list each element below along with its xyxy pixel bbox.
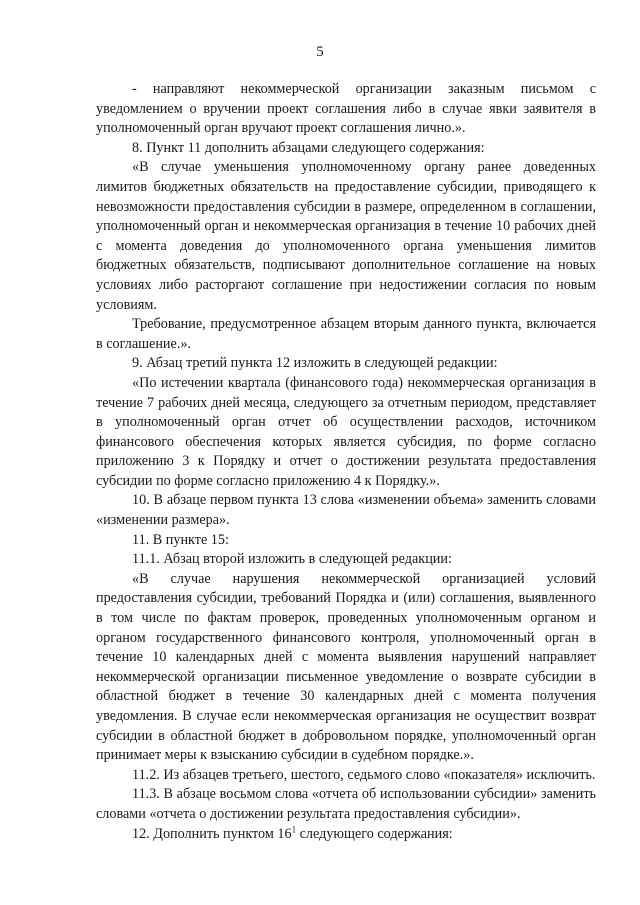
superscript-index: 1 bbox=[291, 823, 297, 834]
paragraph: 10. В абзаце первом пункта 13 слова «изменении объема» заменить словами «изменении размера». bbox=[96, 492, 596, 529]
paragraph: «По истечении квартала (финансового года) некоммерческая организация в течение 7 рабочих дней месяца, следующего за отчетным периодом, представляет в уполномоченный орган отчет об осуществлении расходов, источником финансового обеспечения которых является субсидия, по форме согласно приложению 3 к Порядку и отчет о достижении результата предоставления субсидии по форме согласно приложению 4 к Порядку.». bbox=[96, 374, 596, 489]
paragraph: 11.2. Из абзацев третьего, шестого, седьмого слово «показателя» исключить. bbox=[132, 766, 596, 783]
paragraph: «В случае уменьшения уполномоченному органу ранее доведенных лимитов бюджетных обязательств на предоставление субсидии, приводящего к невозможности предоставления субсидии в размере, определенном в соглашении, уполномоченный орган и некоммерческая организация в течение 10 рабочих дней с момента доведения до уполномоченного органа уменьшения лимитов бюджетных обязательств, подписывают дополнительное соглашение на новых условиях либо расторгают соглашение при недостижении согласия по новым условиям. bbox=[96, 159, 596, 313]
paragraph-text: следующего содержания: bbox=[296, 825, 453, 842]
paragraph: 11.1. Абзац второй изложить в следующей редакции: bbox=[132, 551, 452, 568]
paragraph: «В случае нарушения некоммерческой организацией условий предоставления субсидии, требований Порядка и (или) соглашения, выявленного в том числе по фактам проверок, проведенных уполномоченным органом и органом государственного финансового контроля, уполномоченный орган в течение 10 календарных дней с момента выявления нарушений направляет некоммерческой организации письменное уведомление о возврате субсидии в областной бюджет в течение 30 календарных дней с момента получения уведомления. В случае если некоммерческая организация не осуществит возврат субсидии в областной бюджет в добровольном порядке, уполномоченный орган принимает меры к взысканию субсидии в судебном порядке.». bbox=[96, 570, 596, 764]
paragraph: 8. Пункт 11 дополнить абзацами следующего содержания: bbox=[132, 139, 485, 156]
paragraph-text: 12. Дополнить пунктом 16 bbox=[132, 825, 292, 842]
paragraph: 11.3. В абзаце восьмом слова «отчета об использовании субсидии» заменить словами «отчета о достижении результата предоставления субсидии». bbox=[96, 786, 596, 822]
page-number: 5 bbox=[316, 44, 324, 60]
paragraph: 9. Абзац третий пункта 12 изложить в следующей редакции: bbox=[132, 355, 498, 372]
paragraph-last bbox=[96, 825, 596, 845]
document-body bbox=[96, 80, 596, 844]
paragraph: - направляют некоммерческой организации заказным письмом с уведомлением о вручении проект соглашения либо в случае явки заявителя в уполномоченный орган вручают проект соглашения лично.». bbox=[96, 81, 596, 137]
paragraph: 11. В пункте 15: bbox=[132, 531, 229, 548]
paragraph: Требование, предусмотренное абзацем вторым данного пункта, включается в соглашение.». bbox=[96, 316, 596, 352]
